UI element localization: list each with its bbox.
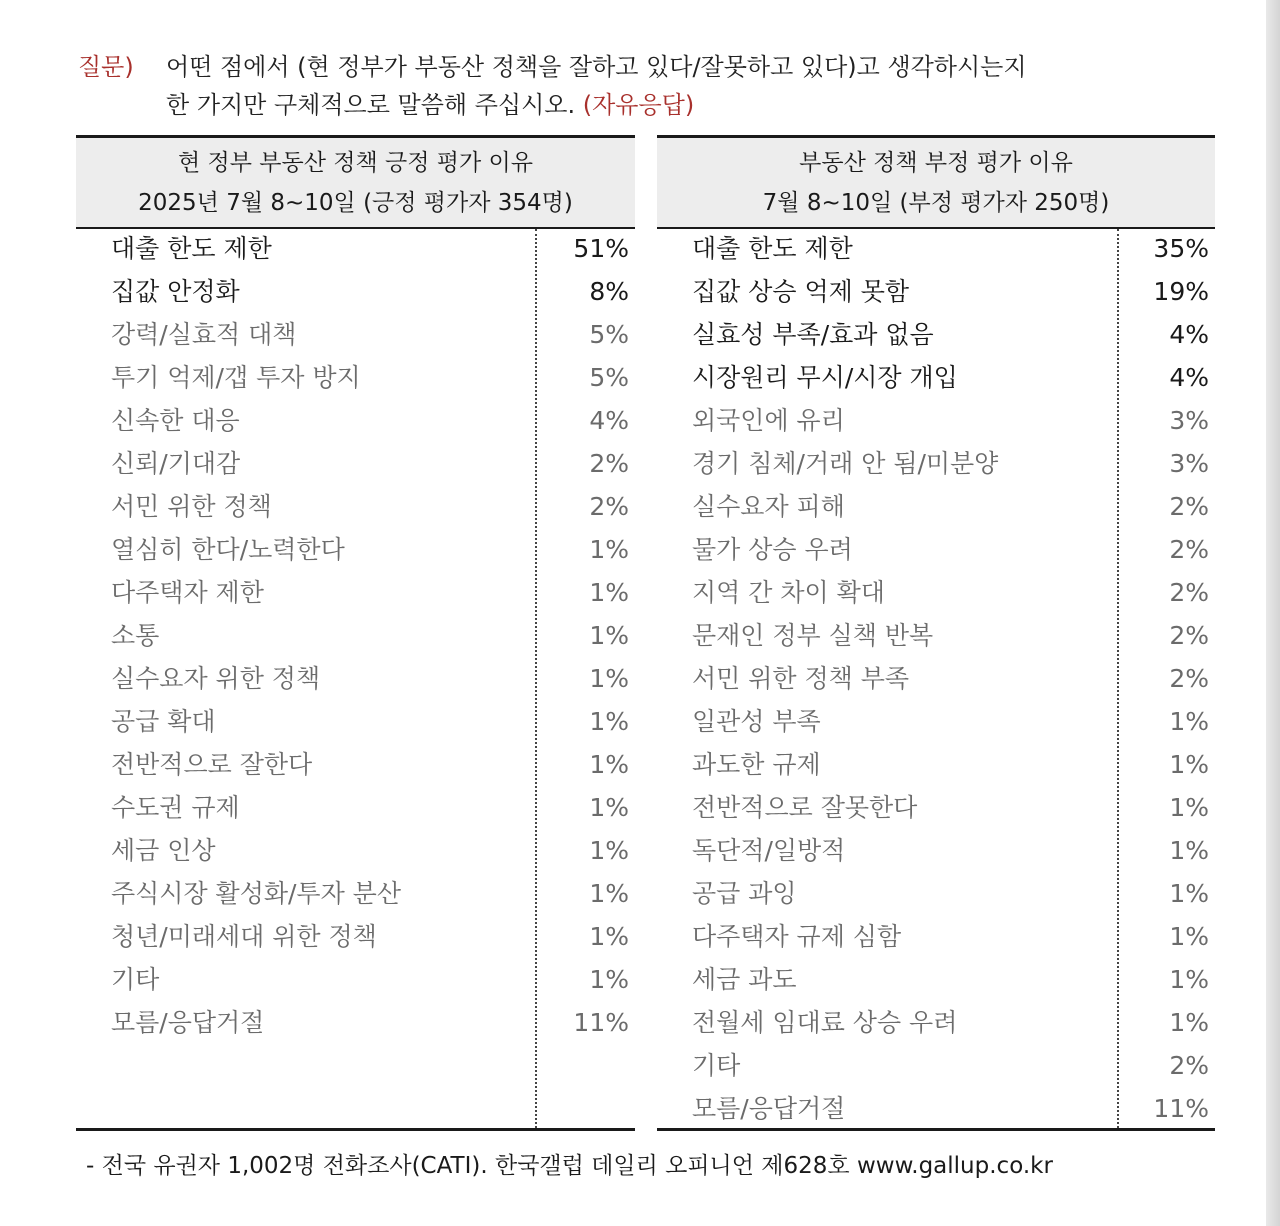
- table-row: [657, 786, 1215, 829]
- reason-label: 투기 억제/갭 투자 방지: [111, 363, 361, 392]
- reason-percent: 11%: [1153, 1094, 1209, 1123]
- table-row: [76, 399, 635, 442]
- reason-percent: 2%: [1169, 1051, 1209, 1080]
- table-row: [76, 958, 635, 1001]
- reason-percent: 1%: [589, 965, 629, 994]
- page-edge-shadow: [1266, 0, 1280, 1226]
- reason-percent: 1%: [1169, 793, 1209, 822]
- table-row: [76, 743, 635, 786]
- table-row: [657, 270, 1215, 313]
- free-response-note: (자유응답): [582, 91, 695, 119]
- table-row: [657, 1001, 1215, 1044]
- reason-label: 청년/미래세대 위한 정책: [111, 922, 377, 951]
- table-row: [657, 528, 1215, 571]
- reason-label: 신뢰/기대감: [111, 449, 241, 478]
- question-label: 질문): [78, 53, 134, 81]
- reason-percent: 2%: [1169, 535, 1209, 564]
- reason-label: 집값 상승 억제 못함: [692, 277, 910, 306]
- reason-label: 다주택자 제한: [111, 578, 264, 607]
- reason-percent: 1%: [589, 621, 629, 650]
- reason-label: 물가 상승 우려: [692, 535, 853, 564]
- table-row: [657, 313, 1215, 356]
- reason-percent: 1%: [1169, 836, 1209, 865]
- reason-label: 집값 안정화: [111, 277, 240, 306]
- table-row: [657, 700, 1215, 743]
- question-line-2-text: 한 가지만 구체적으로 말씀해 주십시오.: [166, 91, 576, 119]
- reason-label: 신속한 대응: [111, 406, 240, 435]
- negative-panel-subtitle: 7월 8~10일 (부정 평가자 250명): [762, 190, 1110, 216]
- table-row: [76, 485, 635, 528]
- positive-panel-body: [76, 227, 635, 1131]
- table-row: [657, 399, 1215, 442]
- reason-label: 서민 위한 정책 부족: [692, 664, 910, 693]
- reason-label: 독단적/일방적: [692, 836, 846, 865]
- positive-reasons-panel: [76, 135, 635, 1131]
- table-row: [657, 1044, 1215, 1087]
- reason-label: 모름/응답거절: [692, 1094, 846, 1123]
- reason-label: 열심히 한다/노력한다: [111, 535, 345, 564]
- reason-label: 모름/응답거절: [111, 1008, 265, 1037]
- negative-reasons-panel: [657, 135, 1215, 1131]
- reason-percent: 4%: [1169, 320, 1209, 349]
- reason-percent: 5%: [589, 363, 629, 392]
- reason-percent: 2%: [1169, 621, 1209, 650]
- reason-label: 공급 확대: [111, 707, 216, 736]
- reason-percent: 1%: [589, 793, 629, 822]
- reason-label: 외국인에 유리: [692, 406, 845, 435]
- table-row: [657, 958, 1215, 1001]
- footnote: - 전국 유권자 1,002명 전화조사(CATI). 한국갤럽 데일리 오피니언 제628호 www.gallup.co.kr: [86, 1153, 1053, 1179]
- negative-panel-body: [657, 227, 1215, 1131]
- reason-label: 경기 침체/거래 안 됨/미분양: [692, 449, 999, 478]
- table-row: [657, 657, 1215, 700]
- table-row: [657, 442, 1215, 485]
- reason-label: 전반적으로 잘한다: [111, 750, 313, 779]
- positive-panel-header: [76, 135, 635, 227]
- reason-percent: 1%: [589, 535, 629, 564]
- reason-label: 주식시장 활성화/투자 분산: [111, 879, 401, 908]
- table-row: [76, 700, 635, 743]
- reason-label: 문재인 정부 실책 반복: [692, 621, 934, 650]
- reason-percent: 1%: [589, 836, 629, 865]
- reason-label: 기타: [111, 965, 160, 994]
- reason-percent: 4%: [1169, 363, 1209, 392]
- positive-panel-title: 현 정부 부동산 정책 긍정 평가 이유: [178, 150, 533, 176]
- reason-percent: 1%: [589, 879, 629, 908]
- reason-percent: 1%: [1169, 750, 1209, 779]
- reason-label: 실효성 부족/효과 없음: [692, 320, 934, 349]
- negative-panel-title: 부동산 정책 부정 평가 이유: [799, 150, 1073, 176]
- reason-percent: 3%: [1169, 449, 1209, 478]
- positive-panel-subtitle: 2025년 7월 8~10일 (긍정 평가자 354명): [138, 190, 573, 216]
- reason-label: 일관성 부족: [692, 707, 821, 736]
- reason-percent: 11%: [573, 1008, 629, 1037]
- reason-label: 수도권 규제: [111, 793, 240, 822]
- table-row: [76, 571, 635, 614]
- reason-percent: 1%: [1169, 1008, 1209, 1037]
- table-row: [657, 485, 1215, 528]
- reason-percent: 1%: [589, 922, 629, 951]
- reason-percent: 5%: [589, 320, 629, 349]
- reason-percent: 2%: [589, 449, 629, 478]
- table-row: [76, 786, 635, 829]
- table-row: [657, 571, 1215, 614]
- reason-percent: 3%: [1169, 406, 1209, 435]
- reason-label: 전반적으로 잘못한다: [692, 793, 918, 822]
- question-line-1: 어떤 점에서 (현 정부가 부동산 정책을 잘하고 있다/잘못하고 있다)고 생각하시는지: [166, 53, 1027, 81]
- reason-label: 소통: [111, 621, 160, 650]
- table-row: [76, 872, 635, 915]
- positive-rows: [76, 227, 635, 1044]
- reason-percent: 1%: [1169, 922, 1209, 951]
- reason-percent: 1%: [589, 750, 629, 779]
- reason-label: 시장원리 무시/시장 개입: [692, 363, 958, 392]
- reason-label: 다주택자 규제 심함: [692, 922, 902, 951]
- reason-percent: 1%: [589, 578, 629, 607]
- reason-percent: 1%: [1169, 707, 1209, 736]
- negative-panel-header: [657, 135, 1215, 227]
- table-row: [657, 227, 1215, 270]
- table-row: [76, 356, 635, 399]
- question-line-2: [166, 86, 1166, 124]
- reason-label: 과도한 규제: [692, 750, 821, 779]
- table-row: [657, 743, 1215, 786]
- table-row: [76, 915, 635, 958]
- reason-label: 기타: [692, 1051, 741, 1080]
- reason-label: 전월세 임대료 상승 우려: [692, 1008, 958, 1037]
- table-row: [657, 614, 1215, 657]
- table-row: [657, 356, 1215, 399]
- reason-label: 지역 간 차이 확대: [692, 578, 885, 607]
- reason-label: 세금 과도: [692, 965, 797, 994]
- reason-percent: 2%: [1169, 492, 1209, 521]
- reason-percent: 2%: [1169, 578, 1209, 607]
- reason-label: 대출 한도 제한: [692, 234, 853, 263]
- table-row: [76, 829, 635, 872]
- table-row: [76, 270, 635, 313]
- reason-label: 대출 한도 제한: [111, 234, 272, 263]
- table-row: [76, 227, 635, 270]
- table-row: [76, 442, 635, 485]
- table-row: [657, 829, 1215, 872]
- reason-label: 실수요자 위한 정책: [111, 664, 321, 693]
- reason-percent: 19%: [1153, 277, 1209, 306]
- reason-percent: 51%: [573, 234, 629, 263]
- reason-percent: 8%: [589, 277, 629, 306]
- table-row: [76, 528, 635, 571]
- reason-percent: 4%: [589, 406, 629, 435]
- reason-percent: 1%: [1169, 879, 1209, 908]
- table-row: [657, 872, 1215, 915]
- reason-label: 서민 위한 정책: [111, 492, 272, 521]
- table-row: [657, 915, 1215, 958]
- table-row: [657, 1087, 1215, 1130]
- reason-percent: 1%: [1169, 965, 1209, 994]
- table-row: [76, 657, 635, 700]
- table-row: [76, 1001, 635, 1044]
- reason-label: 실수요자 피해: [692, 492, 845, 521]
- reason-percent: 2%: [1169, 664, 1209, 693]
- reason-label: 강력/실효적 대책: [111, 320, 297, 349]
- table-row: [76, 313, 635, 356]
- reason-percent: 1%: [589, 707, 629, 736]
- reason-label: 세금 인상: [111, 836, 216, 865]
- reason-percent: 35%: [1153, 234, 1209, 263]
- table-row: [76, 614, 635, 657]
- question-text: [166, 48, 1166, 124]
- negative-rows: [657, 227, 1215, 1130]
- reason-label: 공급 과잉: [692, 879, 797, 908]
- reason-percent: 1%: [589, 664, 629, 693]
- reason-percent: 2%: [589, 492, 629, 521]
